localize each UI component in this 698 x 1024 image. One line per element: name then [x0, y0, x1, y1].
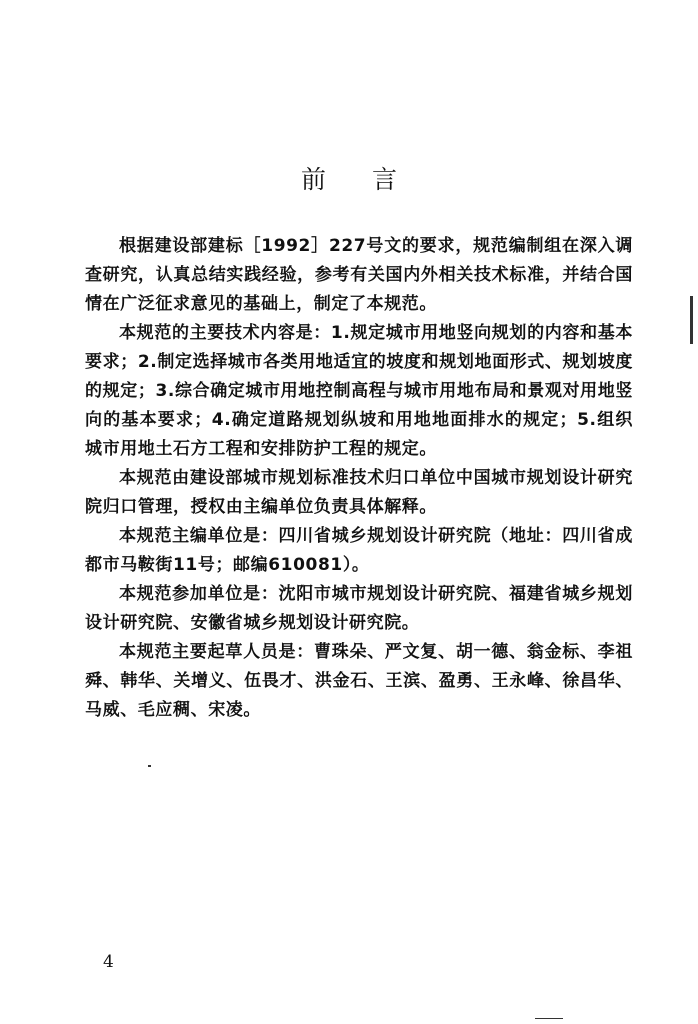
scan-mark-dot — [148, 765, 151, 767]
paragraph-drafters: 本规范主要起草人员是：曹珠朵、严文复、胡一德、翁金标、李祖舜、韩华、关增义、伍畏才、洪金石、王滨、盈勇、王永峰、徐昌华、马威、毛应稠、宋凌。 — [85, 642, 633, 720]
paragraph-management: 本规范由建设部城市规划标准技术归口单位中国城市规划设计研究院归口管理，授权由主编单位负责具体解释。 — [85, 468, 633, 517]
body-text — [85, 232, 633, 725]
page-number: 4 — [103, 952, 114, 972]
paragraph-main-content: 本规范的主要技术内容是：1.规定城市用地竖向规划的内容和基本要求；2.制定选择城市各类用地适宜的坡度和规划地面形式、规划坡度的规定；3.综合确定城市用地控制高程与城市用地布局和景观对用地竖向的基本要求；4.确定道路规划纵坡和用地地面排水的规定；5.组织城市用地土石方工程和安排防护工程的规定。 — [85, 323, 633, 459]
paragraph-chief-editor: 本规范主编单位是：四川省城乡规划设计研究院（地址：四川省成都市马鞍街11号；邮编610081）。 — [85, 526, 633, 575]
paragraph-background: 根据建设部建标［1992］227号文的要求，规范编制组在深入调查研究，认真总结实践经验，参考有关国内外相关技术标准，并结合国情在广泛征求意见的基础上，制定了本规范。 — [85, 236, 633, 314]
scan-mark-right — [690, 296, 693, 344]
paragraph-participants: 本规范参加单位是：沈阳市城市规划设计研究院、福建省城乡规划设计研究院、安徽省城乡规划设计研究院。 — [85, 584, 633, 633]
page-title: 前言 — [300, 165, 443, 194]
scan-mark-bottom — [535, 1018, 563, 1019]
